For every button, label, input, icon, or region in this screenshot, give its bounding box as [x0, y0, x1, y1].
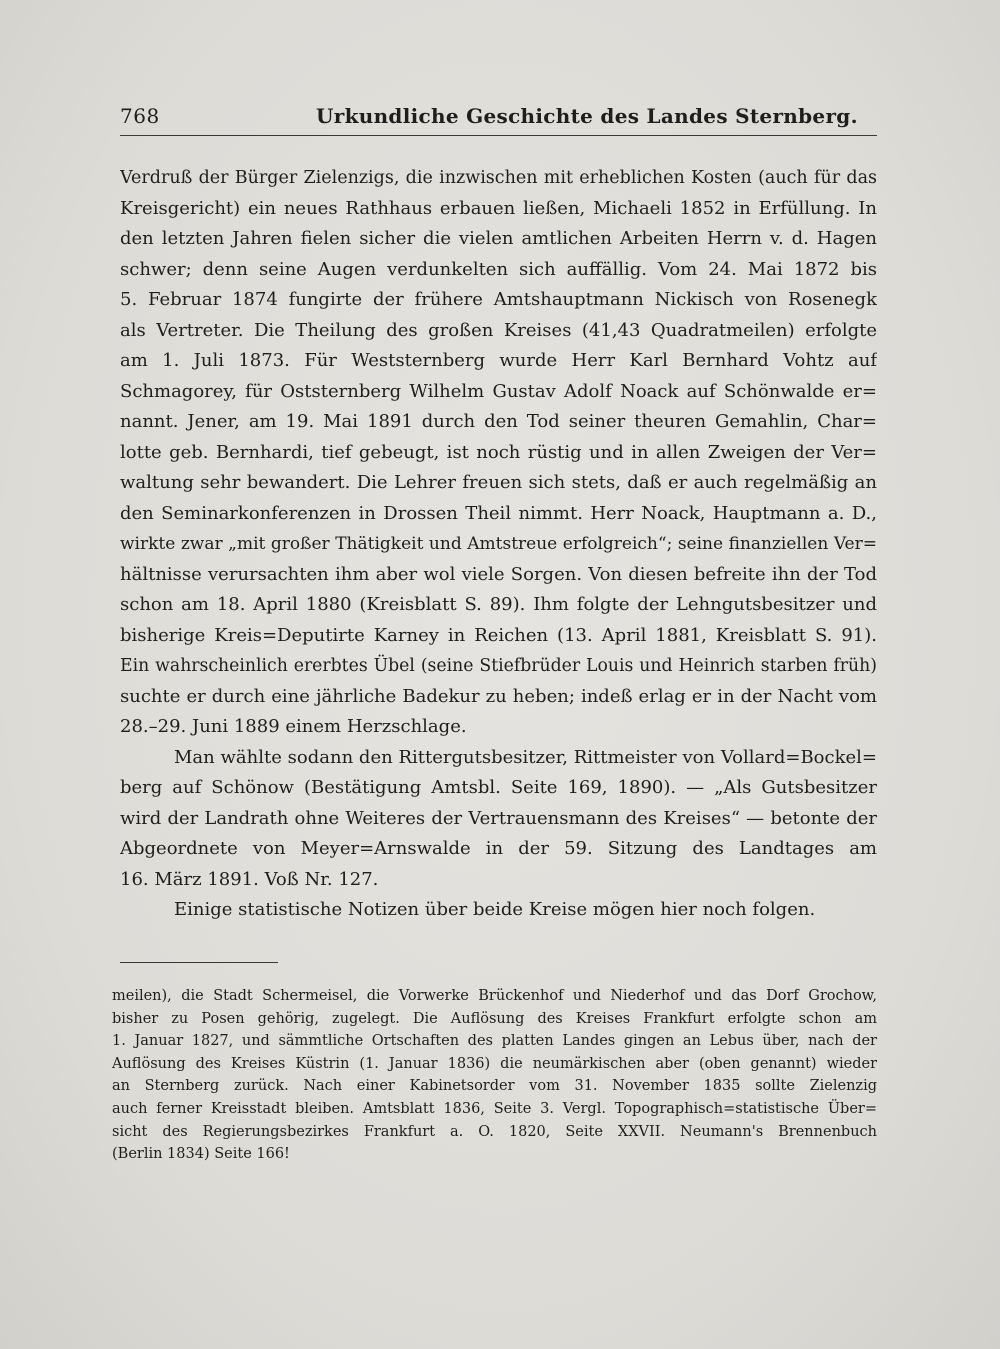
footnote-line: Auflösung des Kreises Küstrin (1. Januar 1836) die neumärkischen aber (oben genannt) wieder [112, 1055, 877, 1072]
paragraph-3-line: Einige statistische Notizen über beide Kreise mögen hier noch folgen. [174, 899, 816, 920]
body-line: den letzten Jahren fielen sicher die vielen amtlichen Arbeiten Herrn v. d. Hagen [120, 228, 877, 249]
paragraph-2-line: Abgeordnete von Meyer=Arnswalde in der 59. Sitzung des Landtages am [120, 838, 877, 859]
body-line: hältnisse verursachten ihm aber wol viele Sorgen. Von diesen befreite ihn der Tod [120, 563, 877, 585]
body-line: 28.–29. Juni 1889 einem Herzschlage. [120, 716, 467, 737]
body-line: lotte geb. Bernhardi, tief gebeugt, ist noch rüstig und in allen Zweigen der Ver= [120, 441, 877, 463]
body-line: Verdruß der Bürger Zielenzigs, die inzwischen mit erheblichen Kosten (auch für das [120, 168, 877, 188]
body-line: schon am 18. April 1880 (Kreisblatt S. 89). Ihm folgte der Lehngutsbesitzer und [120, 594, 877, 615]
body-line: wirkte zwar „mit großer Thätigkeit und Amtstreue erfolgreich“; seine finanziellen Ver= [120, 534, 877, 554]
body-line: den Seminarkonferenzen in Drossen Theil nimmt. Herr Noack, Hauptmann a. D., [120, 502, 877, 524]
body-line: Kreisgericht) ein neues Rathhaus erbauen ließen, Michaeli 1852 in Erfüllung. In [120, 197, 877, 219]
footnote-line: sicht des Regierungsbezirkes Frankfurt a. O. 1820, Seite XXVII. Neumann's Brennenbuch [112, 1123, 877, 1140]
paragraph-2-line: wird der Landrath ohne Weiteres der Vertrauensmann des Kreises“ — betonte der [120, 807, 877, 829]
body-line: nannt. Jener, am 19. Mai 1891 durch den Tod seiner theuren Gemahlin, Char= [120, 411, 877, 432]
footnote-rule [120, 962, 278, 963]
body-line: schwer; denn seine Augen verdunkelten sich auffällig. Vom 24. Mai 1872 bis [120, 258, 877, 280]
body-text [120, 163, 877, 926]
footnotes [112, 985, 877, 1166]
body-line: als Vertreter. Die Theilung des großen Kreises (41,43 Quadratmeilen) erfolgte [120, 319, 877, 341]
page-number: 768 [120, 104, 160, 128]
page-header [120, 104, 877, 134]
footnote-line: bisher zu Posen gehörig, zugelegt. Die Auflösung des Kreises Frankfurt erfolgte schon am [112, 1010, 877, 1027]
body-line: bisherige Kreis=Deputirte Karney in Reichen (13. April 1881, Kreisblatt S. 91). [120, 624, 877, 646]
footnote-line: auch ferner Kreisstadt bleiben. Amtsblatt 1836, Seite 3. Vergl. Topographisch=statistische Über= [112, 1100, 877, 1117]
body-line: waltung sehr bewandert. Die Lehrer freuen sich stets, daß er auch regelmäßig an [120, 472, 877, 493]
footnote-line: meilen), die Stadt Schermeisel, die Vorwerke Brückenhof und Niederhof und das Dorf Grochow, [112, 988, 877, 1004]
body-line: am 1. Juli 1873. Für Weststernberg wurde Herr Karl Bernhard Vohtz auf [120, 350, 877, 371]
header-rule [120, 135, 877, 136]
footnote-line: 1. Januar 1827, und sämmtliche Ortschaften des platten Landes gingen an Lebus über, nach der [112, 1033, 877, 1050]
footnote-line: (Berlin 1834) Seite 166! [112, 1146, 290, 1163]
body-line: Ein wahrscheinlich ererbtes Übel (seine Stiefbrüder Louis und Heinrich starben früh) [120, 656, 877, 676]
paragraph-2-line: Man wählte sodann den Rittergutsbesitzer, Rittmeister von Vollard=Bockel= [174, 746, 877, 768]
paragraph-2-line: berg auf Schönow (Bestätigung Amtsbl. Seite 169, 1890). — „Als Gutsbesitzer [120, 777, 877, 798]
body-line: 5. Februar 1874 fungirte der frühere Amtshauptmann Nickisch von Rosenegk [120, 289, 877, 310]
running-title: Urkundliche Geschichte des Landes Sternberg. [316, 104, 858, 128]
footnote-line: an Sternberg zurück. Nach einer Kabinetsorder vom 31. November 1835 sollte Zielenzig [112, 1078, 877, 1095]
body-line: suchte er durch eine jährliche Badekur zu heben; indeß erlag er in der Nacht vom [120, 685, 877, 707]
body-line: Schmagorey, für Oststernberg Wilhelm Gustav Adolf Noack auf Schönwalde er= [120, 380, 877, 402]
paragraph-2-line: 16. März 1891. Voß Nr. 127. [120, 868, 379, 890]
